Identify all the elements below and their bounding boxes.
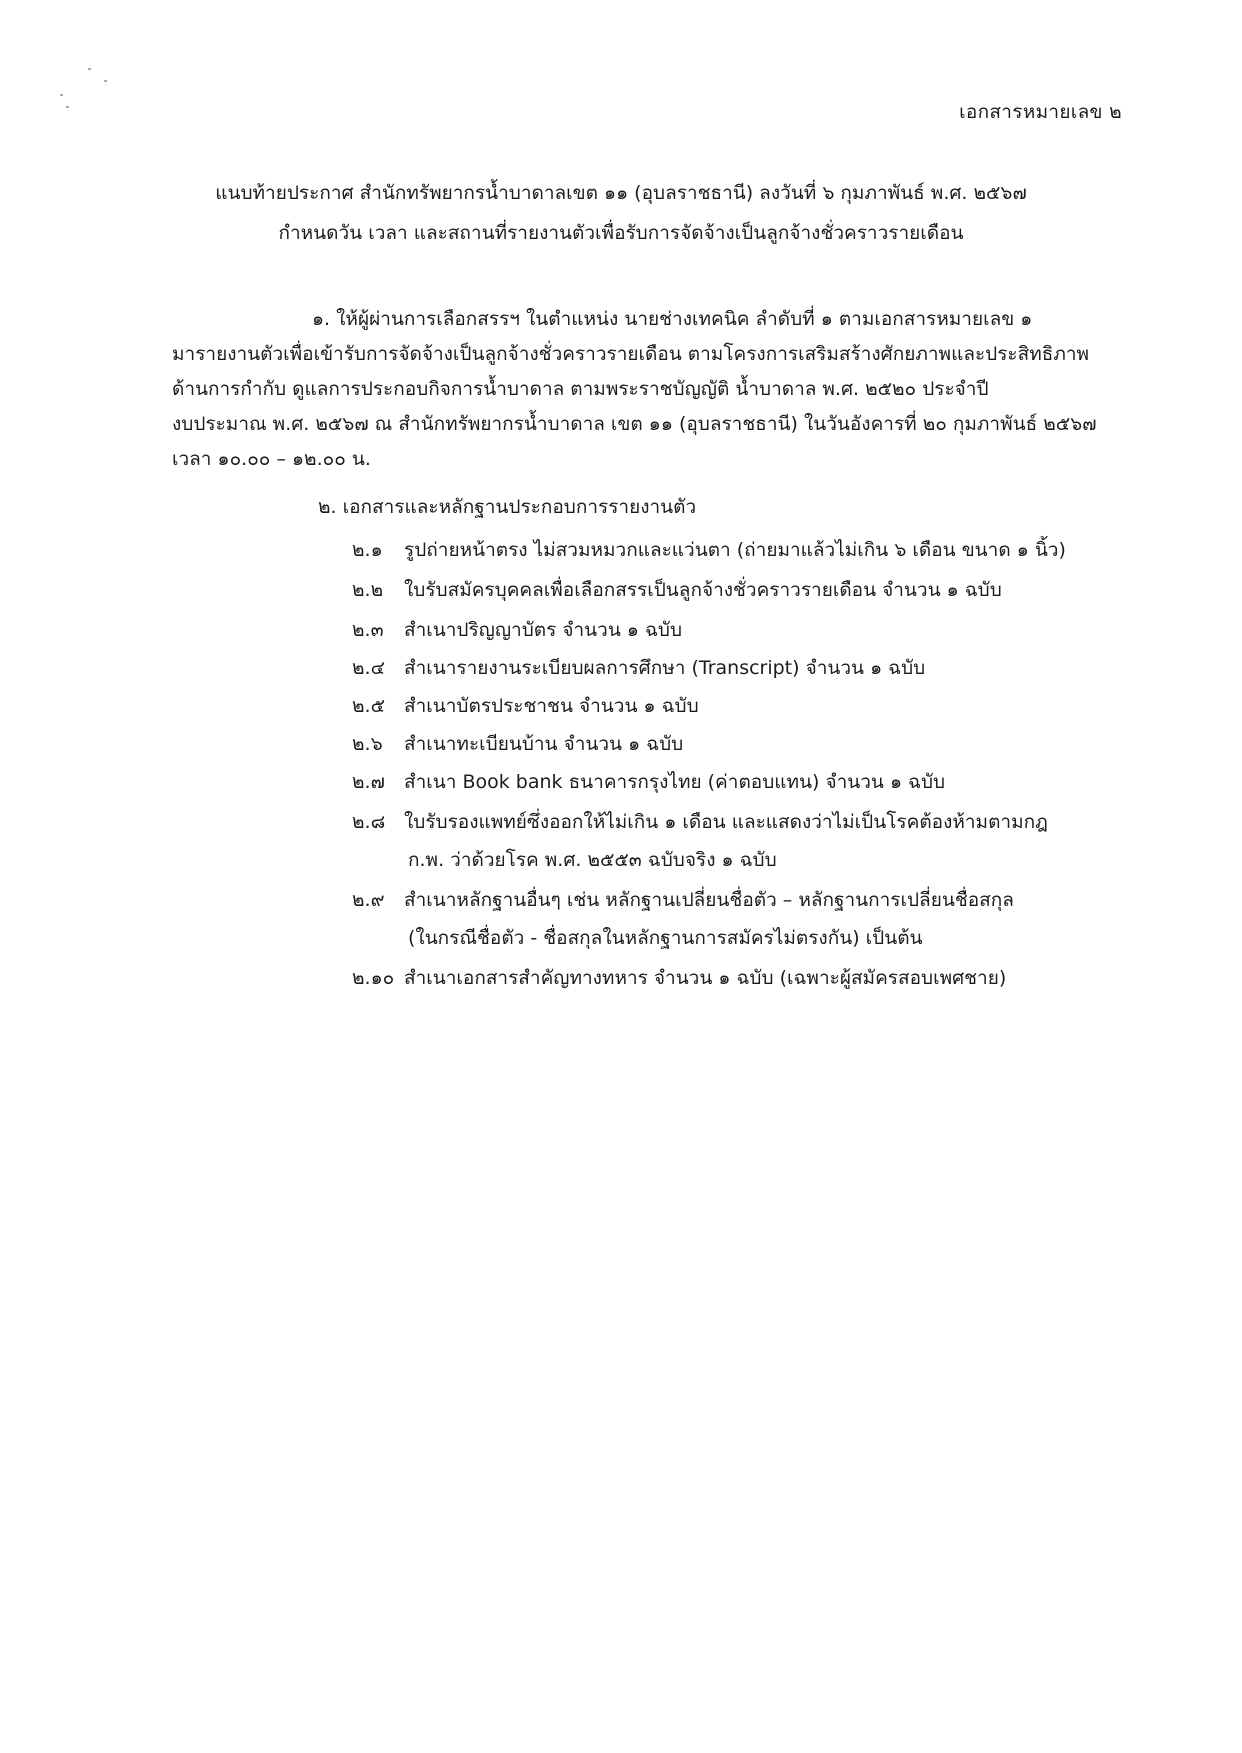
list-item-text: สำเนาทะเบียนบ้าน จำนวน ๑ ฉบับ xyxy=(404,733,684,755)
list-item-text: สำเนา Book bank ธนาคารกรุงไทย (ค่าตอบแทน) จำนวน ๑ ฉบับ xyxy=(404,771,946,793)
paragraph-1-line: ด้านการกำกับ ดูแลการประกอบกิจการน้ำบาดาล ตามพระราชบัญญัติ น้ำบาดาล พ.ศ. ๒๕๒๐ ประจำปี xyxy=(172,378,989,400)
list-item-number: ๒.๙ xyxy=(352,889,385,911)
list-item-text: ใบรับสมัครบุคคลเพื่อเลือกสรรเป็นลูกจ้างชั่วคราวรายเดือน จำนวน ๑ ฉบับ xyxy=(404,579,1002,601)
list-item xyxy=(352,767,945,797)
list-item xyxy=(352,615,682,645)
list-item-text: สำเนาหลักฐานอื่นๆ เช่น หลักฐานเปลี่ยนชื่อตัว – หลักฐานการเปลี่ยนชื่อสกุล xyxy=(404,889,1014,911)
list-item-text: สำเนาเอกสารสำคัญทางทหาร จำนวน ๑ ฉบับ (เฉพาะผู้สมัครสอบเพศชาย) xyxy=(404,967,1007,989)
scan-artifact xyxy=(104,80,107,82)
list-item xyxy=(352,653,925,683)
list-item-continuation: (ในกรณีชื่อตัว - ชื่อสกุลในหลักฐานการสมัครไม่ตรงกัน) เป็นต้น xyxy=(408,927,923,949)
paragraph-1-line: งบประมาณ พ.ศ. ๒๕๖๗ ณ สำนักทรัพยากรน้ำบาดาล เขต ๑๑ (อุบลราชธานี) ในวันอังคารที่ ๒๐ กุมภาพันธ์ ๒๕๖๗ xyxy=(172,413,1097,435)
list-item xyxy=(352,729,683,759)
list-item xyxy=(352,535,1066,565)
list-item-number: ๒.๑๐ xyxy=(352,967,395,989)
header-line-1: แนบท้ายประกาศ สำนักทรัพยากรน้ำบาดาลเขต ๑๑ (อุบลราชธานี) ลงวันที่ ๖ กุมภาพันธ์ พ.ศ. ๒๕๖๗ xyxy=(215,182,1027,204)
list-item-number: ๒.๓ xyxy=(352,619,384,641)
list-item-number: ๒.๘ xyxy=(352,811,386,833)
paragraph-1-line: มารายงานตัวเพื่อเข้ารับการจัดจ้างเป็นลูกจ้างชั่วคราวรายเดือน ตามโครงการเสริมสร้างศักยภาพและประสิทธิภาพ xyxy=(172,343,1090,365)
list-item-continuation: ก.พ. ว่าด้วยโรค พ.ศ. ๒๕๕๓ ฉบับจริง ๑ ฉบับ xyxy=(408,849,777,871)
list-item-number: ๒.๒ xyxy=(352,579,384,601)
scan-artifact xyxy=(66,106,69,108)
paragraph-1-line: เวลา ๑๐.๐๐ – ๑๒.๐๐ น. xyxy=(172,448,371,470)
list-item-text: สำเนาบัตรประชาชน จำนวน ๑ ฉบับ xyxy=(404,695,699,717)
paragraph-1 xyxy=(172,302,1122,477)
paragraph-1-line: ๑. ให้ผู้ผ่านการเลือกสรรฯ ในตำแหน่ง นายช่างเทคนิค ลำดับที่ ๑ ตามเอกสารหมายเลข ๑ xyxy=(312,308,1033,330)
list-item-number: ๒.๗ xyxy=(352,771,385,793)
list-item-number: ๒.๖ xyxy=(352,733,383,755)
list-item-number: ๒.๕ xyxy=(352,695,385,717)
list-item-text: รูปถ่ายหน้าตรง ไม่สวมหมวกและแว่นตา (ถ่ายมาแล้วไม่เกิน ๖ เดือน ขนาด ๑ นิ้ว) xyxy=(404,539,1066,561)
list-item-number: ๒.๑ xyxy=(352,539,383,561)
list-item xyxy=(352,691,699,721)
document-number: เอกสารหมายเลข ๒ xyxy=(959,101,1122,123)
list-item-text: ใบรับรองแพทย์ซึ่งออกให้ไม่เกิน ๑ เดือน และแสดงว่าไม่เป็นโรคต้องห้ามตามกฎ xyxy=(404,811,1048,833)
list-item xyxy=(352,963,1006,993)
scan-artifact xyxy=(60,94,63,96)
list-item-number: ๒.๔ xyxy=(352,657,385,679)
header-line-2: กำหนดวัน เวลา และสถานที่รายงานตัวเพื่อรับการจัดจ้างเป็นลูกจ้างชั่วคราวรายเดือน xyxy=(278,222,964,244)
scan-artifact xyxy=(88,68,91,70)
list-item xyxy=(352,575,1002,605)
list-item-text: สำเนารายงานระเบียบผลการศึกษา (Transcript) จำนวน ๑ ฉบับ xyxy=(404,657,926,679)
section-2-title: ๒. เอกสารและหลักฐานประกอบการรายงานตัว xyxy=(318,496,697,518)
list-item xyxy=(352,885,1014,949)
list-item xyxy=(352,807,1048,871)
list-item-text: สำเนาปริญญาบัตร จำนวน ๑ ฉบับ xyxy=(404,619,683,641)
